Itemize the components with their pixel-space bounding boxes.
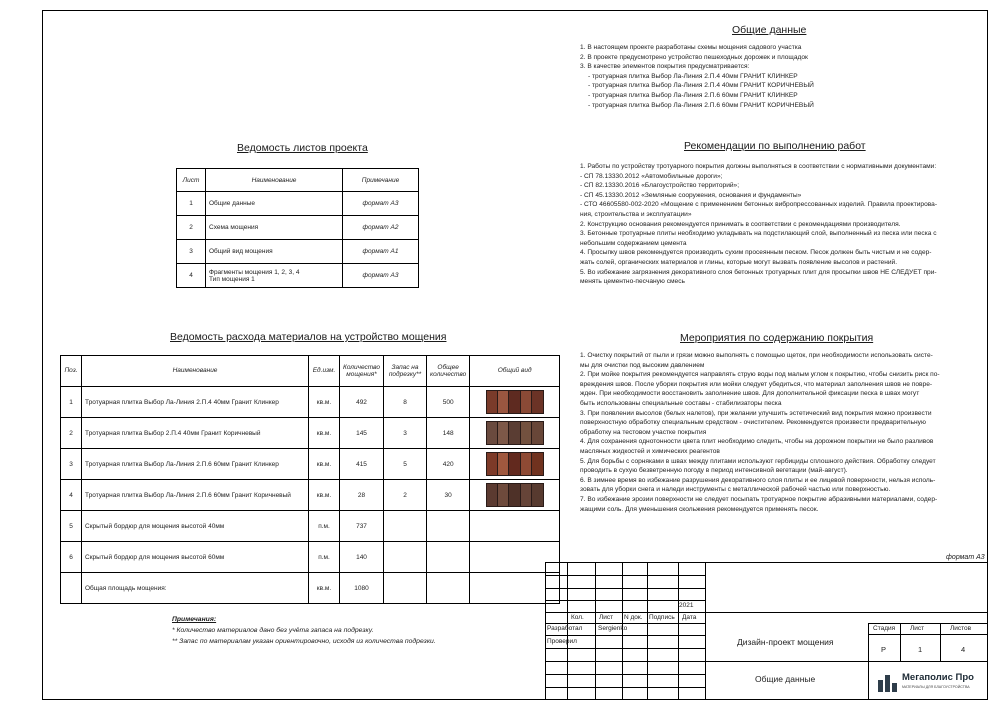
materials-cell-total: 148 bbox=[427, 418, 470, 449]
materials-cell-name: Тротуарная плитка Выбор Ла-Линия 2.П.6 60мм Гранит Клинкер bbox=[82, 449, 309, 480]
materials-cell-name: Скрытый бордюр для мощения высотой 40мм bbox=[82, 511, 309, 542]
tile-swatch bbox=[486, 390, 544, 414]
maintenance-item: мы для очистки под высоким давлением bbox=[580, 361, 705, 369]
recommendations-item: менять цементно-песчаную смесь bbox=[580, 278, 685, 286]
maintenance-item: быть использованы специальные составы - стабилизаторы песка bbox=[580, 399, 782, 407]
materials-cell-qty: 492 bbox=[340, 387, 384, 418]
materials-cell-pos: 2 bbox=[61, 418, 82, 449]
recommendations-item: 5. Во избежание загрязнения декоративного слоя бетонных тротуарных плит для просыпки швов НЕ СЛЕДУЕТ при- bbox=[580, 268, 937, 276]
maintenance-list bbox=[580, 351, 940, 514]
materials-cell-name: Скрытый бордюр для мощения высотой 60мм bbox=[82, 542, 309, 573]
materials-cell-total: 30 bbox=[427, 480, 470, 511]
materials-cell-reserve: 8 bbox=[384, 387, 427, 418]
stamp-sheet-name: Общие данные bbox=[755, 674, 816, 684]
format-label: формат А3 bbox=[946, 554, 985, 561]
maintenance-item: 4. Для сохранения однотонности цвета плит необходимо следить, чтобы на дорожном покрытии не было разливов bbox=[580, 438, 934, 446]
materials-cell-qty: 140 bbox=[340, 542, 384, 573]
materials-col-unit: Ед.изм. bbox=[309, 356, 340, 387]
materials-row bbox=[61, 387, 560, 418]
recommendations-item: ния, строительства и эксплуатации» bbox=[580, 210, 692, 218]
materials-cell-pos bbox=[61, 573, 82, 604]
materials-cell-qty: 28 bbox=[340, 480, 384, 511]
materials-cell-reserve bbox=[384, 573, 427, 604]
materials-col-reserve: Запас на подрезку** bbox=[384, 356, 427, 387]
materials-cell-pos: 6 bbox=[61, 542, 82, 573]
sheets-cell-n: 4 bbox=[177, 264, 206, 288]
tile-swatch bbox=[486, 421, 544, 445]
materials-col-name: Наименование bbox=[82, 356, 309, 387]
materials-col-view: Общий вид bbox=[470, 356, 560, 387]
materials-table bbox=[60, 355, 560, 604]
sheets-cell-name bbox=[206, 264, 343, 288]
maintenance-item: обработку на тестовом участке покрытия bbox=[580, 428, 707, 436]
general-list bbox=[580, 43, 814, 110]
sheets-cell-name: Общий вид мощения bbox=[206, 240, 343, 264]
materials-cell-unit: кв.м. bbox=[309, 573, 340, 604]
sheets-name-line: Фрагменты мощения 1, 2, 3, 4 bbox=[209, 268, 300, 276]
sheets-col-name: Наименование bbox=[206, 169, 343, 192]
recommendations-item: 2. Конструкцию основания рекомендуется принимать в соответствии с рекомендациями производителя. bbox=[580, 220, 901, 228]
materials-cell-view bbox=[470, 449, 560, 480]
materials-cell-qty: 737 bbox=[340, 511, 384, 542]
stamp-sheet: 1 bbox=[918, 645, 923, 654]
sheets-cell-n: 1 bbox=[177, 192, 206, 216]
sheets-cell-note: формат А1 bbox=[343, 240, 419, 264]
sheets-title: Ведомость листов проекта bbox=[237, 142, 368, 154]
sheets-cell-name: Схема мощения bbox=[206, 216, 343, 240]
general-title: Общие данные bbox=[732, 24, 807, 36]
maintenance-item: 7. Во избежание эрозии поверхности не следует посыпать тротуарное покрытие абразивными материалами, содер- bbox=[580, 495, 938, 503]
sheets-name-line: Тип мощения 1 bbox=[209, 275, 255, 283]
tile-swatch bbox=[486, 452, 544, 476]
materials-col-total: Общее количество bbox=[427, 356, 470, 387]
sheets-cell-note: формат А3 bbox=[343, 264, 419, 288]
materials-row bbox=[61, 511, 560, 542]
materials-cell-qty: 1080 bbox=[340, 573, 384, 604]
recommendations-list bbox=[580, 162, 937, 287]
stamp-developer: Sergienko bbox=[598, 625, 628, 632]
materials-row bbox=[61, 449, 560, 480]
materials-cell-name: Тротуарная плитка Выбор 2.П.4 40мм Гранит Коричневый bbox=[82, 418, 309, 449]
maintenance-item: 2. При мойке покрытия рекомендуется направлять струю воды под малым углом к покрытию, чтобы снизить риск по- bbox=[580, 371, 940, 379]
recommendations-item: - СП 78.13330.2012 «Автомобильные дороги»; bbox=[580, 172, 723, 180]
materials-cell-total bbox=[427, 542, 470, 573]
maintenance-item: масляных жидкостей и химических реагентов bbox=[580, 447, 720, 455]
stamp-col-data: Дата bbox=[682, 614, 697, 621]
materials-cell-qty: 145 bbox=[340, 418, 384, 449]
maintenance-item: поверхностную обработку специальным средством - очистителем. Рекомендуется произвести предварительную bbox=[580, 419, 926, 427]
materials-cell-reserve bbox=[384, 542, 427, 573]
stamp-stage-header: Стадия bbox=[873, 625, 896, 632]
general-item: 2. В проекте предусмотрено устройство пешеходных дорожек и площадок bbox=[580, 53, 808, 61]
materials-cell-pos: 4 bbox=[61, 480, 82, 511]
tile-swatch bbox=[486, 483, 544, 507]
materials-cell-unit: кв.м. bbox=[309, 387, 340, 418]
materials-cell-unit: п.м. bbox=[309, 542, 340, 573]
sheets-col-note: Примечание bbox=[343, 169, 419, 192]
materials-col-pos: Поз. bbox=[61, 356, 82, 387]
stamp-col-kol: Кол. bbox=[571, 614, 584, 621]
materials-title: Ведомость расхода материалов на устройство мощения bbox=[170, 331, 447, 343]
recommendations-item: 1. Работы по устройству тротуарного покрытия должны выполняться в соответствии с нормативными документами: bbox=[580, 163, 937, 170]
materials-cell-name: Тротуарная плитка Выбор Ла-Линия 2.П.6 60мм Гранит Коричневый bbox=[82, 480, 309, 511]
general-item: - тротуарная плитка Выбор Ла-Линия 2.П.4 40мм ГРАНИТ КОРИЧНЕВЫЙ bbox=[588, 82, 814, 90]
title-block bbox=[545, 562, 988, 700]
sheets-cell-note: формат А3 bbox=[343, 192, 419, 216]
materials-cell-total bbox=[427, 573, 470, 604]
logo-name: Мегаполис Про bbox=[902, 672, 974, 683]
general-item: - тротуарная плитка Выбор Ла-Линия 2.П.6 60мм ГРАНИТ КЛИНКЕР bbox=[588, 91, 798, 99]
recommendations-item: 4. Просыпку швов рекомендуется производить сухим просеянным песком. Песок должен быть чистым и не содер- bbox=[580, 249, 932, 257]
stamp-year: 2021 bbox=[679, 602, 694, 609]
sheets-cell-note: формат А2 bbox=[343, 216, 419, 240]
sheets-cell-n: 2 bbox=[177, 216, 206, 240]
materials-cell-view bbox=[470, 480, 560, 511]
materials-cell-pos: 1 bbox=[61, 387, 82, 418]
maintenance-item: вреждения швов. После уборки покрытия или мойки следует убедиться, что материал заполнения швов не повре- bbox=[580, 380, 933, 388]
materials-cell-unit: кв.м. bbox=[309, 480, 340, 511]
materials-row bbox=[61, 418, 560, 449]
materials-row bbox=[61, 480, 560, 511]
sheets-row bbox=[177, 216, 419, 240]
maintenance-title: Мероприятия по содержанию покрытия bbox=[680, 332, 874, 344]
materials-cell-view bbox=[470, 511, 560, 542]
maintenance-item: 6. В зимнее время во избежание разрушения декоративного слоя плиты и ее лицевой поверхности, нельзя исполь- bbox=[580, 476, 936, 484]
general-item: 3. В качестве элементов покрытия предусматривается: bbox=[580, 63, 750, 71]
materials-cell-reserve: 5 bbox=[384, 449, 427, 480]
stamp-developed-label: Разработал bbox=[547, 625, 583, 632]
recommendations-item: 3. Бетонные тротуарные плиты необходимо укладывать на подстилающий слой, выполненный из песка или песка с bbox=[580, 230, 937, 238]
sheets-table bbox=[176, 168, 419, 288]
materials-cell-total bbox=[427, 511, 470, 542]
sheets-row bbox=[177, 192, 419, 216]
materials-col-qty: Количество мощения* bbox=[340, 356, 384, 387]
stamp-sheets: 4 bbox=[961, 645, 966, 654]
maintenance-item: проводить в сухую безветренную погоду в период интенсивной вегетации (май-август). bbox=[580, 467, 848, 475]
notes-line-2: ** Запас по материалам указан ориентировочно, исходя из количества подрезки. bbox=[172, 638, 436, 645]
sheets-cell-name: Общие данные bbox=[206, 192, 343, 216]
general-item: - тротуарная плитка Выбор Ла-Линия 2.П.6 60мм ГРАНИТ КОРИЧНЕВЫЙ bbox=[588, 101, 814, 109]
materials-cell-total: 420 bbox=[427, 449, 470, 480]
materials-cell-qty: 415 bbox=[340, 449, 384, 480]
logo-subtitle: МАТЕРИАЛЫ ДЛЯ БЛАГОУСТРОЙСТВА bbox=[902, 685, 970, 689]
maintenance-item: 3. При появлении высолов (белых налетов), при желании улучшить эстетический вид покрытия можно произвести bbox=[580, 409, 932, 417]
recommendations-item: - СП 82.13330.2016 «Благоустройство территорий»; bbox=[580, 182, 740, 190]
notes bbox=[172, 614, 436, 647]
materials-cell-view bbox=[470, 387, 560, 418]
materials-row bbox=[61, 573, 560, 604]
materials-cell-reserve: 2 bbox=[384, 480, 427, 511]
stamp-project-title: Дизайн-проект мощения bbox=[737, 637, 834, 647]
materials-cell-unit: кв.м. bbox=[309, 418, 340, 449]
recommendations-item: - СТО 46605580-002-2020 «Мощение с применением бетонных вибропрессованных изделий. Правила проектирова- bbox=[580, 201, 938, 209]
stamp-sheet-header: Лист bbox=[910, 625, 925, 632]
materials-cell-unit: п.м. bbox=[309, 511, 340, 542]
sheets-row bbox=[177, 240, 419, 264]
materials-cell-name: Общая площадь мощения: bbox=[82, 573, 309, 604]
general-item: - тротуарная плитка Выбор Ла-Линия 2.П.4 40мм ГРАНИТ КЛИНКЕР bbox=[588, 72, 798, 80]
stamp-col-podpis: Подпись bbox=[649, 614, 675, 621]
materials-header-row bbox=[61, 356, 560, 387]
logo-icon bbox=[877, 671, 899, 693]
materials-cell-view bbox=[470, 418, 560, 449]
materials-cell-pos: 3 bbox=[61, 449, 82, 480]
materials-cell-reserve bbox=[384, 511, 427, 542]
maintenance-item: жден. При необходимости восстановить заполнение швов. Для дополнительной фиксации песка в швах могут bbox=[580, 390, 920, 398]
stamp-checked-label: Проверил bbox=[547, 638, 577, 645]
recommendations-item: небольшим содержанием цемента bbox=[580, 239, 687, 247]
stamp-col-ndok: N док. bbox=[624, 614, 643, 621]
materials-cell-unit: кв.м. bbox=[309, 449, 340, 480]
materials-cell-name: Тротуарная плитка Выбор Ла-Линия 2.П.4 40мм Гранит Клинкер bbox=[82, 387, 309, 418]
materials-cell-pos: 5 bbox=[61, 511, 82, 542]
materials-row bbox=[61, 542, 560, 573]
recommendations-item: жать солей, органических материалов и глины, которые могут вызвать появление высолов и растений. bbox=[580, 258, 898, 266]
maintenance-item: 5. Для борьбы с сорняками в швах между плитами используют гербициды сплошного действия. Обработку следует bbox=[580, 457, 936, 465]
materials-cell-total: 500 bbox=[427, 387, 470, 418]
maintenance-item: 1. Очистку покрытий от пыли и грязи можно выполнять с помощью щеток, при необходимости использовать систе- bbox=[580, 352, 933, 359]
stamp-stage: Р bbox=[881, 645, 887, 654]
stamp-sheets-header: Листов bbox=[950, 625, 972, 632]
sheets-cell-n: 3 bbox=[177, 240, 206, 264]
maintenance-item: зовать для уборки снега и наледи инструменты с металлической рабочей частью или поверхностью. bbox=[580, 486, 891, 494]
materials-cell-reserve: 3 bbox=[384, 418, 427, 449]
recommendations-item: - СП 45.13330.2012 «Земляные сооружения, основания и фундаменты» bbox=[580, 191, 802, 199]
stamp-col-list: Лист bbox=[599, 614, 614, 621]
sheets-header-row bbox=[177, 169, 419, 192]
sheets-col-sheet: Лист bbox=[177, 169, 206, 192]
maintenance-item: жащими соль. Для уменьшения скольжения рекомендуется применять песок. bbox=[580, 505, 819, 513]
recommendations-title: Рекомендации по выполнению работ bbox=[684, 140, 866, 152]
notes-line-1: * Количество материалов дано без учёта запаса на подрезку. bbox=[172, 627, 374, 634]
sheets-row bbox=[177, 264, 419, 288]
notes-title: Примечания: bbox=[172, 616, 217, 623]
general-item: 1. В настоящем проекте разработаны схемы мощения садового участка bbox=[580, 44, 802, 51]
company-logo bbox=[877, 668, 985, 696]
